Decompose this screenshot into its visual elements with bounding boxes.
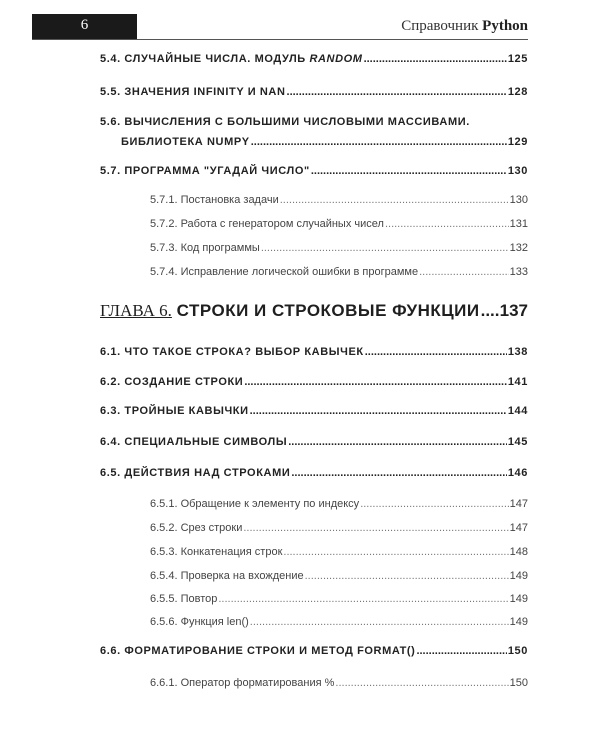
toc-page-number: 146 [507,467,528,479]
toc-leader-dots [311,165,507,177]
toc-entry-label: 6.5.5. Повтор [150,593,218,605]
toc-entry-label-line2: БИБЛИОТЕКА NUMPY [121,136,250,148]
toc-leader-dots [291,467,507,479]
toc-entry-label: 5.7. ПРОГРАММА "УГАДАЙ ЧИСЛО" [100,165,310,177]
toc-leader-dots [288,436,507,448]
toc-entry-6-5[interactable] [100,467,528,479]
toc-page-number: 145 [507,436,528,448]
toc-entry-label: 6.5.4. Проверка на вхождение [150,570,304,582]
toc-entry-label: 6.1. ЧТО ТАКОЕ СТРОКА? ВЫБОР КАВЫЧЕК [100,346,364,358]
toc-entry-label: 5.5. ЗНАЧЕНИЯ INFINITY И NAN [100,86,286,98]
toc-leader-dots [250,616,509,628]
toc-entry-6-5-3[interactable] [100,546,528,558]
toc-entry-6-5-5[interactable] [100,593,528,605]
toc-page-number: 148 [509,546,528,558]
toc-entry-label [100,53,363,65]
toc-entry-label: 6.5.3. Конкатенация строк [150,546,283,558]
toc-leader-dots [287,86,507,98]
toc-page-number: 128 [507,86,528,98]
toc-entry-6-1[interactable] [100,346,528,358]
toc-entry-label: 6.2. СОЗДАНИЕ СТРОКИ [100,376,244,388]
toc-entry-6-6-1[interactable] [100,677,528,689]
toc-entry-label: 6.3. ТРОЙНЫЕ КАВЫЧКИ [100,405,249,417]
page-number-tab [32,14,137,40]
toc-leader-dots [419,266,509,278]
book-title-bold: Python [482,18,528,34]
toc-page-number: 133 [509,266,528,278]
book-title [401,18,528,35]
toc-page-number: 129 [507,136,528,148]
toc-page-number: 149 [509,616,528,628]
header-divider [32,39,528,40]
toc-page-number: 141 [507,376,528,388]
toc-entry-label: 6.5.2. Срез строки [150,522,243,534]
toc-entry-label: 5.7.3. Код программы [150,242,260,254]
toc-entry-label: 5.7.4. Исправление логической ошибки в программе [150,266,419,278]
toc-leader-dots [244,376,507,388]
toc-leader-dots [416,645,506,657]
page-number: 6 [80,17,89,33]
toc-page-number: 138 [507,346,528,358]
toc-page-number: 149 [509,593,528,605]
toc-leader-dots [283,546,508,558]
toc-chapter-6[interactable] [100,301,528,321]
toc-page-number: 130 [507,165,528,177]
toc-entry-6-5-2[interactable] [100,522,528,534]
running-header [0,0,600,40]
toc-entry-5-7-4[interactable] [100,266,528,278]
toc-entry-label: 6.5.1. Обращение к элементу по индексу [150,498,360,510]
chapter-prefix: ГЛАВА 6. [100,301,172,320]
toc-entry-6-4[interactable] [100,436,528,448]
toc-entry-6-2[interactable] [100,376,528,388]
toc-entry-5-7-2[interactable] [100,218,528,230]
toc-leader-dots [250,405,507,417]
toc-page-number: 132 [509,242,528,254]
toc-leader-dots [280,194,509,206]
toc-entry-5-4[interactable] [100,53,528,65]
toc-leader-dots [251,136,507,148]
toc-entry-label-text: 5.4. СЛУЧАЙНЫЕ ЧИСЛА. МОДУЛЬ [100,53,306,65]
toc-entry-label: 5.7.2. Работа с генератором случайных чисел [150,218,384,230]
toc-entry-5-5[interactable] [100,86,528,98]
toc-page-number: 131 [509,218,528,230]
toc-leader-dots [364,53,507,65]
chapter-title: СТРОКИ И СТРОКОВЫЕ ФУНКЦИИ [176,301,480,320]
toc-leader-dots [360,498,508,510]
toc-leader-dots [305,570,509,582]
toc-page-number: 125 [507,53,528,65]
toc-leader-dots [481,301,499,321]
toc-page-number: 137 [499,301,528,320]
toc-entry-label: 5.7.1. Постановка задачи [150,194,279,206]
toc-entry-label: 6.5. ДЕЙСТВИЯ НАД СТРОКАМИ [100,467,291,479]
toc-entry-6-3[interactable] [100,405,528,417]
toc-entry-5-7-1[interactable] [100,194,528,206]
toc-entry-6-6[interactable] [100,645,528,657]
toc-page-number: 150 [507,645,528,657]
toc-page-number: 147 [509,522,528,534]
chapter-heading [100,301,480,321]
toc-entry-label: 6.4. СПЕЦИАЛЬНЫЕ СИМВОЛЫ [100,436,288,448]
toc-leader-dots [335,677,508,689]
book-title-prefix: Справочник [401,18,479,34]
toc-leader-dots [218,593,508,605]
toc-entry-label: 6.5.6. Функция len() [150,616,249,628]
toc-entry-5-7-3[interactable] [100,242,528,254]
toc-page-number: 147 [509,498,528,510]
toc-entry-label-line1: 5.6. ВЫЧИСЛЕНИЯ С БОЛЬШИМИ ЧИСЛОВЫМИ МАССИВАМИ. [100,116,470,128]
toc-entry-5-6[interactable] [100,116,528,148]
toc-entry-label: 6.6. ФОРМАТИРОВАНИЕ СТРОКИ И МЕТОД FORMAT() [100,645,416,657]
toc-leader-dots [261,242,509,254]
toc-entry-label-emphasis: RANDOM [309,53,363,65]
toc-page-number: 144 [507,405,528,417]
toc-page-number: 149 [509,570,528,582]
toc-entry-5-7[interactable] [100,165,528,177]
toc-entry-6-5-1[interactable] [100,498,528,510]
toc-entry-line2 [100,136,528,148]
toc-page-number: 130 [509,194,528,206]
toc-leader-dots [385,218,509,230]
toc-entry-label: 6.6.1. Оператор форматирования % [150,677,335,689]
toc-leader-dots [365,346,507,358]
toc-entry-6-5-6[interactable] [100,616,528,628]
toc-leader-dots [243,522,508,534]
toc-entry-6-5-4[interactable] [100,570,528,582]
toc-page-number: 150 [509,677,528,689]
